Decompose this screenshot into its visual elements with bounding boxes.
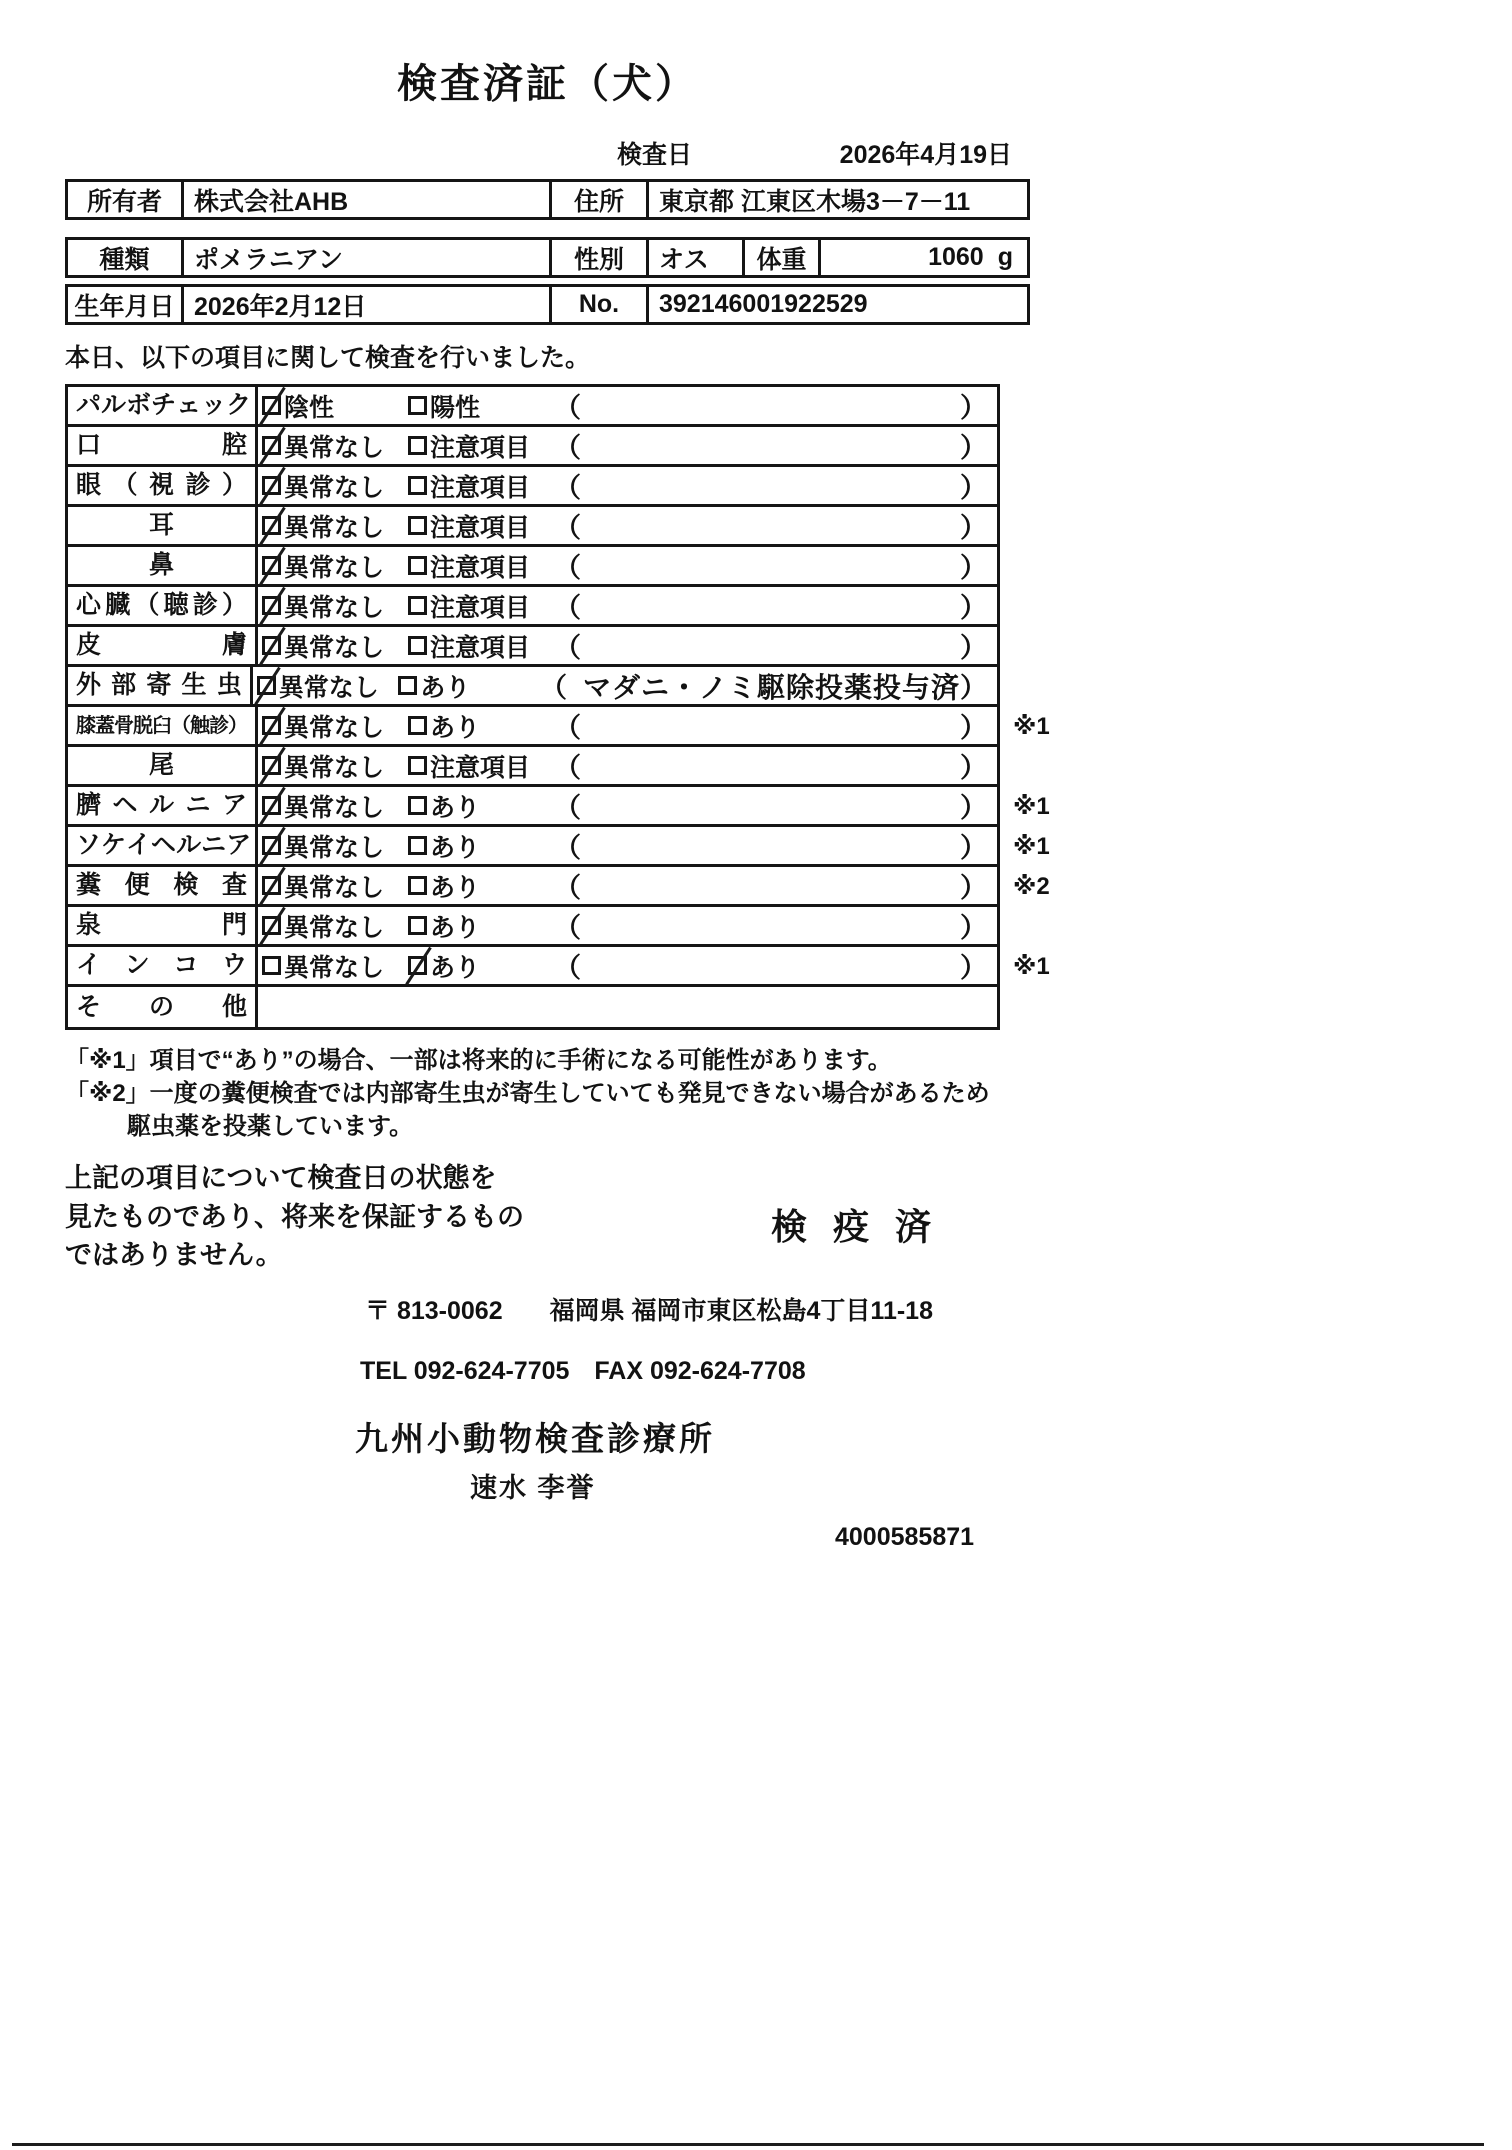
remarks-area	[548, 946, 997, 985]
close-paren: ）	[960, 753, 987, 783]
checkbox-icon	[408, 956, 427, 975]
footnote-mark: ※2	[1013, 873, 1050, 900]
close-paren: ）	[960, 833, 987, 863]
open-paren: （	[554, 753, 581, 783]
option-label: あり	[430, 913, 481, 942]
inspection-row	[68, 827, 1050, 867]
option-label: あり	[430, 793, 481, 822]
option-negative	[258, 708, 408, 744]
weight-unit: g	[997, 243, 1013, 271]
inspection-date-label: 検査日	[617, 141, 693, 169]
item-label: 鼻	[148, 551, 174, 579]
checkbox-icon	[408, 716, 427, 735]
open-paren: （	[554, 833, 581, 863]
option-label: あり	[430, 713, 481, 742]
remark-text: マダニ・ノミ駆除投薬投与済	[582, 671, 960, 703]
footnote-2: 「※2」一度の糞便検査では内部寄生虫が寄生していても発見できない場合があるため	[65, 1080, 990, 1108]
open-paren: （	[554, 513, 581, 543]
quarantine-stamp: 検 疫 済	[771, 1206, 940, 1248]
item-label: 心 臓 （ 聴 診 ）	[76, 591, 247, 619]
open-paren: （	[554, 913, 581, 943]
inspection-row	[68, 747, 997, 787]
checkbox-icon	[408, 636, 427, 655]
open-paren: （	[554, 593, 581, 623]
open-paren: （	[554, 953, 581, 983]
close-paren: ）	[960, 433, 987, 463]
option-label: 注意項目	[430, 753, 531, 782]
item-cell	[68, 547, 258, 584]
no-value: 392146001922529	[646, 287, 1027, 322]
open-paren: （	[554, 633, 581, 663]
option-positive	[398, 668, 534, 704]
item-cell	[68, 587, 258, 624]
option-negative	[258, 548, 408, 584]
pet-table-row1	[65, 237, 1030, 278]
checkbox-icon	[408, 756, 427, 775]
checkbox-icon	[262, 636, 281, 655]
checkbox-icon	[262, 916, 281, 935]
owner-table	[65, 179, 1030, 220]
open-paren: （	[554, 473, 581, 503]
owner-label: 所有者	[86, 187, 162, 216]
option-positive	[408, 628, 548, 664]
option-positive	[408, 508, 548, 544]
option-label: 異常なし	[284, 873, 385, 902]
close-paren: ）	[960, 513, 987, 543]
footnote-1: 「※1」項目で“あり”の場合、一部は将来的に手術になる可能性があります。	[65, 1047, 892, 1074]
item-label: 糞 便 検 査	[76, 871, 247, 899]
open-paren: （	[554, 393, 581, 423]
option-negative	[258, 748, 408, 784]
doctor-name: 速水 李誉	[470, 1473, 596, 1504]
weight-value: 1060	[928, 243, 984, 271]
footnote-mark: ※1	[1013, 793, 1050, 820]
inspection-row	[68, 667, 997, 707]
checkbox-icon	[262, 476, 281, 495]
scan-edge-artifact	[12, 2143, 1484, 2146]
item-cell	[68, 947, 258, 984]
inspection-row	[68, 867, 1050, 907]
remarks-area	[548, 466, 997, 505]
checkbox-icon	[398, 676, 417, 695]
disclaimer-line-3: ではありません。	[65, 1239, 283, 1270]
option-positive	[408, 788, 548, 824]
checkbox-icon	[262, 556, 281, 575]
close-paren: ）	[960, 793, 987, 823]
option-label: 異常なし	[284, 713, 385, 742]
open-paren: （	[554, 553, 581, 583]
inspection-row	[68, 987, 997, 1027]
option-negative	[258, 468, 408, 504]
option-positive	[408, 748, 548, 784]
option-label: 異常なし	[278, 673, 379, 702]
inspection-row	[68, 507, 997, 547]
serial-number: 4000585871	[835, 1523, 975, 1552]
inspection-row	[68, 707, 1050, 747]
checkbox-icon	[262, 796, 281, 815]
item-cell	[68, 707, 258, 744]
birth-label: 生年月日	[74, 292, 175, 321]
item-label: 皮 膚	[76, 631, 247, 659]
checkbox-icon	[262, 956, 281, 975]
item-cell	[68, 467, 258, 504]
item-cell	[68, 747, 258, 784]
footnote-2-cont: 駆虫薬を投薬しています。	[127, 1113, 414, 1141]
close-paren: ）	[960, 553, 987, 583]
item-label: 眼 （ 視 診 ）	[76, 471, 247, 499]
option-negative	[258, 628, 408, 664]
option-label: あり	[430, 833, 481, 862]
no-label: No.	[549, 287, 646, 322]
option-label: 異常なし	[284, 753, 385, 782]
option-label: 陰性	[284, 393, 335, 422]
clinic-name: 九州小動物検査診療所	[355, 1420, 715, 1458]
item-label: パ ル ボ チ ェ ッ ク	[76, 391, 252, 419]
option-positive	[408, 908, 548, 944]
close-paren: ）	[960, 633, 987, 663]
checkbox-icon	[408, 796, 427, 815]
sex-label: 性別	[549, 240, 646, 275]
option-negative	[258, 828, 408, 864]
item-label: 臍 ヘ ル ニ ア	[76, 791, 247, 819]
item-cell	[68, 787, 258, 824]
breed-label: 種類	[99, 245, 150, 274]
option-label: あり	[430, 873, 481, 902]
remarks-area	[548, 826, 997, 865]
address-label: 住所	[549, 182, 646, 217]
option-positive	[408, 428, 548, 464]
open-paren: （	[539, 673, 567, 703]
option-label: 異常なし	[284, 473, 385, 502]
close-paren: ）	[960, 913, 987, 943]
option-negative	[258, 788, 408, 824]
item-cell	[68, 387, 258, 424]
close-paren: ）	[960, 393, 987, 423]
item-cell	[68, 907, 258, 944]
option-label: 注意項目	[430, 473, 531, 502]
checkbox-icon	[408, 516, 427, 535]
remarks-area	[548, 786, 997, 825]
option-label: 異常なし	[284, 793, 385, 822]
checkbox-icon	[262, 716, 281, 735]
item-label: 口 腔	[76, 431, 247, 459]
option-positive	[408, 468, 548, 504]
item-cell	[68, 827, 258, 864]
checkbox-icon	[408, 596, 427, 615]
checkbox-icon	[408, 436, 427, 455]
item-label: イ ン コ ウ	[76, 951, 247, 979]
checkbox-icon	[408, 836, 427, 855]
remarks-area	[548, 746, 997, 785]
birth-value: 2026年2月12日	[181, 287, 549, 322]
open-paren: （	[554, 713, 581, 743]
item-cell	[68, 427, 258, 464]
option-label: 注意項目	[430, 433, 531, 462]
remarks-area	[548, 426, 997, 465]
checkbox-icon	[262, 836, 281, 855]
item-label: 尾	[148, 751, 174, 779]
option-label: 異常なし	[284, 433, 385, 462]
option-positive	[408, 708, 548, 744]
option-positive	[408, 948, 548, 984]
option-label: 陽性	[430, 393, 481, 422]
item-label: そ の 他	[76, 992, 247, 1021]
remarks-area	[548, 866, 997, 905]
item-label: 外 部 寄 生 虫	[76, 671, 242, 699]
option-label: 異常なし	[284, 953, 385, 982]
remarks-area	[548, 626, 997, 665]
address-value: 東京都 江東区木場3－7－11	[646, 182, 1027, 217]
checkbox-icon	[262, 596, 281, 615]
remarks-area	[548, 706, 997, 745]
close-paren: ）	[959, 673, 987, 703]
checkbox-icon	[262, 756, 281, 775]
option-negative	[253, 668, 399, 704]
option-label: 異常なし	[284, 513, 385, 542]
close-paren: ）	[960, 953, 987, 983]
inspection-date-value: 2026年4月19日	[839, 141, 1012, 169]
clinic-info	[65, 1291, 1030, 1552]
inspection-table	[65, 384, 1050, 1030]
weight-cell	[818, 240, 1027, 275]
postal-code: 〒 813-0062	[365, 1297, 503, 1326]
option-label: 注意項目	[430, 513, 531, 542]
weight-label: 体重	[742, 240, 818, 275]
footnotes	[65, 1044, 1030, 1143]
inspection-row	[68, 547, 997, 587]
close-paren: ）	[960, 873, 987, 903]
option-label: 異常なし	[284, 593, 385, 622]
item-cell	[68, 987, 258, 1027]
footnote-mark: ※1	[1013, 953, 1050, 980]
option-negative	[258, 868, 408, 904]
option-negative	[258, 508, 408, 544]
clinic-address-line	[365, 1291, 1030, 1327]
inspection-row	[68, 787, 1050, 827]
open-paren: （	[554, 793, 581, 823]
remarks-area	[548, 906, 997, 945]
option-negative	[258, 588, 408, 624]
close-paren: ）	[960, 473, 987, 503]
item-label: 膝 蓋 骨 脱 臼 （ 触 診 ）	[76, 714, 247, 737]
checkbox-icon	[408, 556, 427, 575]
footnote-mark: ※1	[1013, 833, 1050, 860]
open-paren: （	[554, 873, 581, 903]
option-label: 異常なし	[284, 633, 385, 662]
option-label: あり	[420, 673, 471, 702]
close-paren: ）	[960, 713, 987, 743]
option-label: 注意項目	[430, 633, 531, 662]
certificate-title: 検査済証（犬）	[397, 62, 698, 106]
inspection-row	[68, 587, 997, 627]
item-cell	[68, 507, 258, 544]
remarks-area	[548, 586, 997, 625]
option-label: あり	[430, 953, 481, 982]
document	[65, 0, 1050, 1552]
checkbox-icon	[408, 396, 427, 415]
option-positive	[408, 828, 548, 864]
inspection-row	[68, 627, 997, 667]
disclaimer-line-2: 見たものであり、将来を保証するもの	[65, 1201, 524, 1232]
remarks-area	[548, 386, 997, 425]
checkbox-icon	[408, 876, 427, 895]
checkbox-icon	[408, 916, 427, 935]
option-negative	[258, 428, 408, 464]
option-label: 異常なし	[284, 553, 385, 582]
item-cell	[68, 867, 258, 904]
intro-text: 本日、以下の項目に関して検査を行いました。	[65, 344, 591, 372]
item-cell	[68, 667, 253, 704]
clinic-tel-fax: TEL 092-624-7705 FAX 092-624-7708	[360, 1357, 806, 1386]
item-cell	[68, 627, 258, 664]
item-label: 耳	[148, 511, 174, 539]
item-label: 泉 門	[76, 911, 247, 939]
option-negative	[258, 948, 408, 984]
disclaimer	[65, 1159, 1030, 1279]
inspection-row	[68, 947, 1050, 987]
footnote-mark: ※1	[1013, 713, 1050, 740]
checkbox-icon	[257, 676, 276, 695]
disclaimer-line-1: 上記の項目について検査日の状態を	[65, 1163, 497, 1194]
item-label: ソ ケ イ ヘ ル ニ ア	[76, 831, 252, 859]
breed-value: ポメラニアン	[181, 240, 549, 275]
option-negative	[258, 388, 408, 424]
inspection-row	[68, 467, 997, 507]
option-label: 異常なし	[284, 833, 385, 862]
owner-value: 株式会社AHB	[181, 182, 549, 217]
option-positive	[408, 868, 548, 904]
inspection-date	[65, 135, 1030, 171]
inspection-row	[68, 907, 997, 947]
option-label: 注意項目	[430, 553, 531, 582]
remarks-area	[534, 666, 997, 706]
close-paren: ）	[960, 593, 987, 623]
checkbox-icon	[262, 876, 281, 895]
pet-table-row2	[65, 284, 1030, 325]
checkbox-icon	[262, 436, 281, 455]
inspection-row	[68, 387, 997, 427]
sex-value: オス	[646, 240, 742, 275]
remarks-area	[548, 506, 997, 545]
option-positive	[408, 548, 548, 584]
remarks-area	[548, 546, 997, 585]
option-label: 異常なし	[284, 913, 385, 942]
open-paren: （	[554, 433, 581, 463]
option-label: 注意項目	[430, 593, 531, 622]
checkbox-icon	[262, 516, 281, 535]
clinic-address: 福岡県 福岡市東区松島4丁目11-18	[549, 1297, 933, 1326]
option-positive	[408, 588, 548, 624]
checkbox-icon	[408, 476, 427, 495]
checkbox-icon	[262, 396, 281, 415]
inspection-row	[68, 427, 997, 467]
option-positive	[408, 388, 548, 424]
option-negative	[258, 908, 408, 944]
